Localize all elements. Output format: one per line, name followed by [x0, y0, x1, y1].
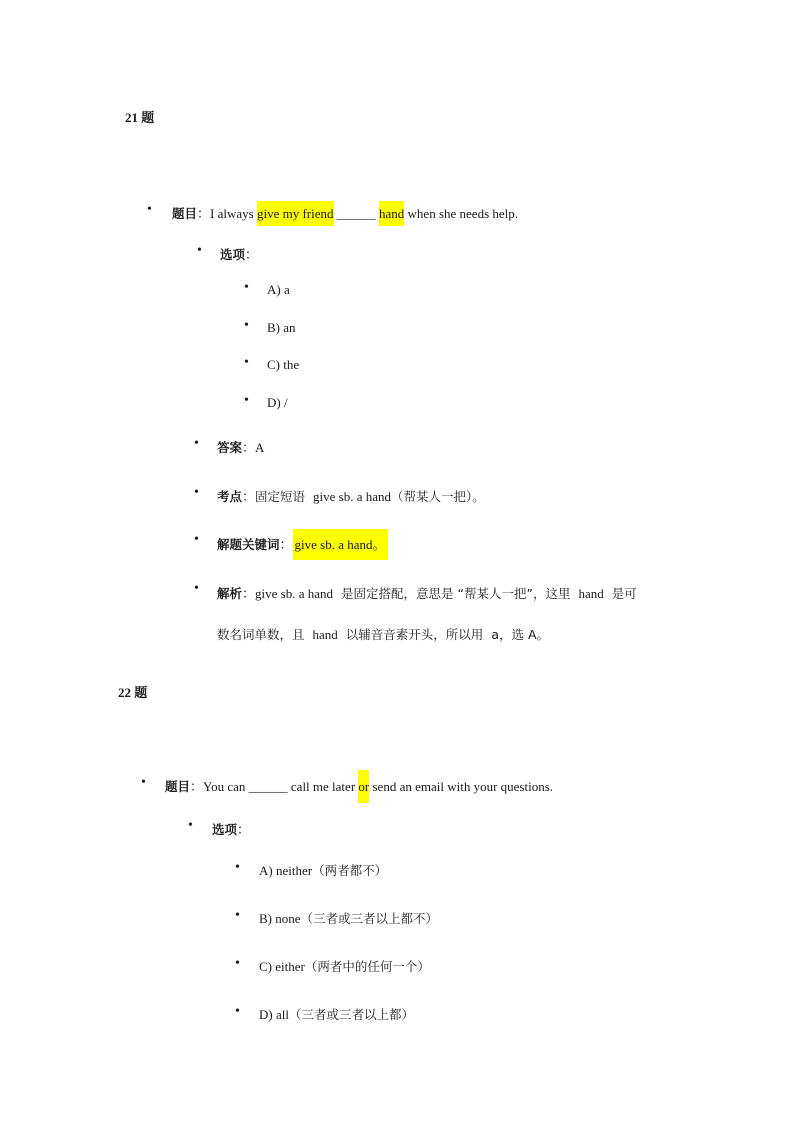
analysis-row-cont: 数名词单数，且 hand 以辅音音素开头，所以用 a，选 A。 [217, 627, 549, 642]
bullet-icon: • [197, 243, 202, 258]
bullet-icon: • [244, 393, 249, 408]
bullet-icon: • [188, 818, 193, 833]
option-item: D) / [267, 395, 288, 410]
stem-text: send an email with your questions. [369, 779, 554, 794]
option-item: A) a [267, 282, 290, 297]
option-item: B) none（三者或三者以上都不） [259, 911, 439, 926]
stem-row [172, 203, 518, 223]
bullet-icon: • [194, 485, 199, 500]
bullet-icon: • [147, 202, 152, 217]
bullet-icon: • [194, 581, 199, 596]
bullet-icon: • [235, 1004, 240, 1019]
highlight-keyword: hand [379, 201, 404, 226]
bullet-icon: • [235, 908, 240, 923]
option-item: B) an [267, 320, 296, 335]
bullet-icon: • [235, 860, 240, 875]
stem-row: 题目：You can ______ call me later or send an email with your questions. [165, 776, 553, 796]
test-point-label: 考点 [217, 489, 243, 504]
option-item: A) neither（两者都不） [259, 863, 388, 878]
stem-text: I always [210, 206, 257, 221]
highlight-keyword: give my friend [257, 201, 334, 226]
test-point-row: 考点：固定短语 give sb. a hand（帮某人一把）。 [217, 489, 485, 504]
bullet-icon: • [244, 280, 249, 295]
bullet-icon: • [194, 532, 199, 547]
bullet-icon: • [194, 436, 199, 451]
stem-text: You can ______ call me later [203, 779, 359, 794]
analysis-row: 解析：give sb. a hand 是固定搭配，意思是 “帮某人一把”，这里 hand 是可 [217, 586, 637, 601]
options-heading: 选项： [212, 822, 251, 837]
stem-label: 题目 [172, 206, 198, 221]
options-heading: 选项： [220, 247, 259, 262]
bullet-icon: • [141, 775, 146, 790]
test-point-meaning: （帮某人一把）。 [391, 489, 485, 504]
answer-value: A [255, 440, 265, 455]
options-label: 选项 [220, 247, 246, 262]
analysis-label: 解析 [217, 586, 243, 601]
question-number: 21 题 [125, 110, 155, 125]
keywords-row: 解题关键词： give sb. a hand。 [217, 534, 388, 554]
highlight-keyword: give sb. a hand。 [293, 529, 388, 560]
stem-text: when she needs help. [404, 206, 519, 221]
answer-label: 答案 [217, 440, 243, 455]
bullet-icon: • [244, 318, 249, 333]
bullet-icon: • [244, 355, 249, 370]
question-number: 22 题 [118, 685, 148, 700]
test-point-phrase: give sb. a hand [313, 489, 392, 504]
options-label: 选项 [212, 822, 238, 837]
option-item: C) either（两者中的任何一个） [259, 959, 430, 974]
option-item: D) all（三者或三者以上都） [259, 1007, 414, 1022]
bullet-icon: • [235, 956, 240, 971]
stem-blank: ______ [333, 206, 380, 221]
stem-label: 题目 [165, 779, 191, 794]
answer-row: 答案：A [217, 440, 265, 455]
keywords-label: 解题关键词 [217, 537, 280, 552]
colon: ： [197, 206, 211, 221]
option-item: C) the [267, 357, 300, 372]
test-point-text: 固定短语 [255, 489, 306, 504]
highlight-keyword: or [358, 770, 369, 803]
